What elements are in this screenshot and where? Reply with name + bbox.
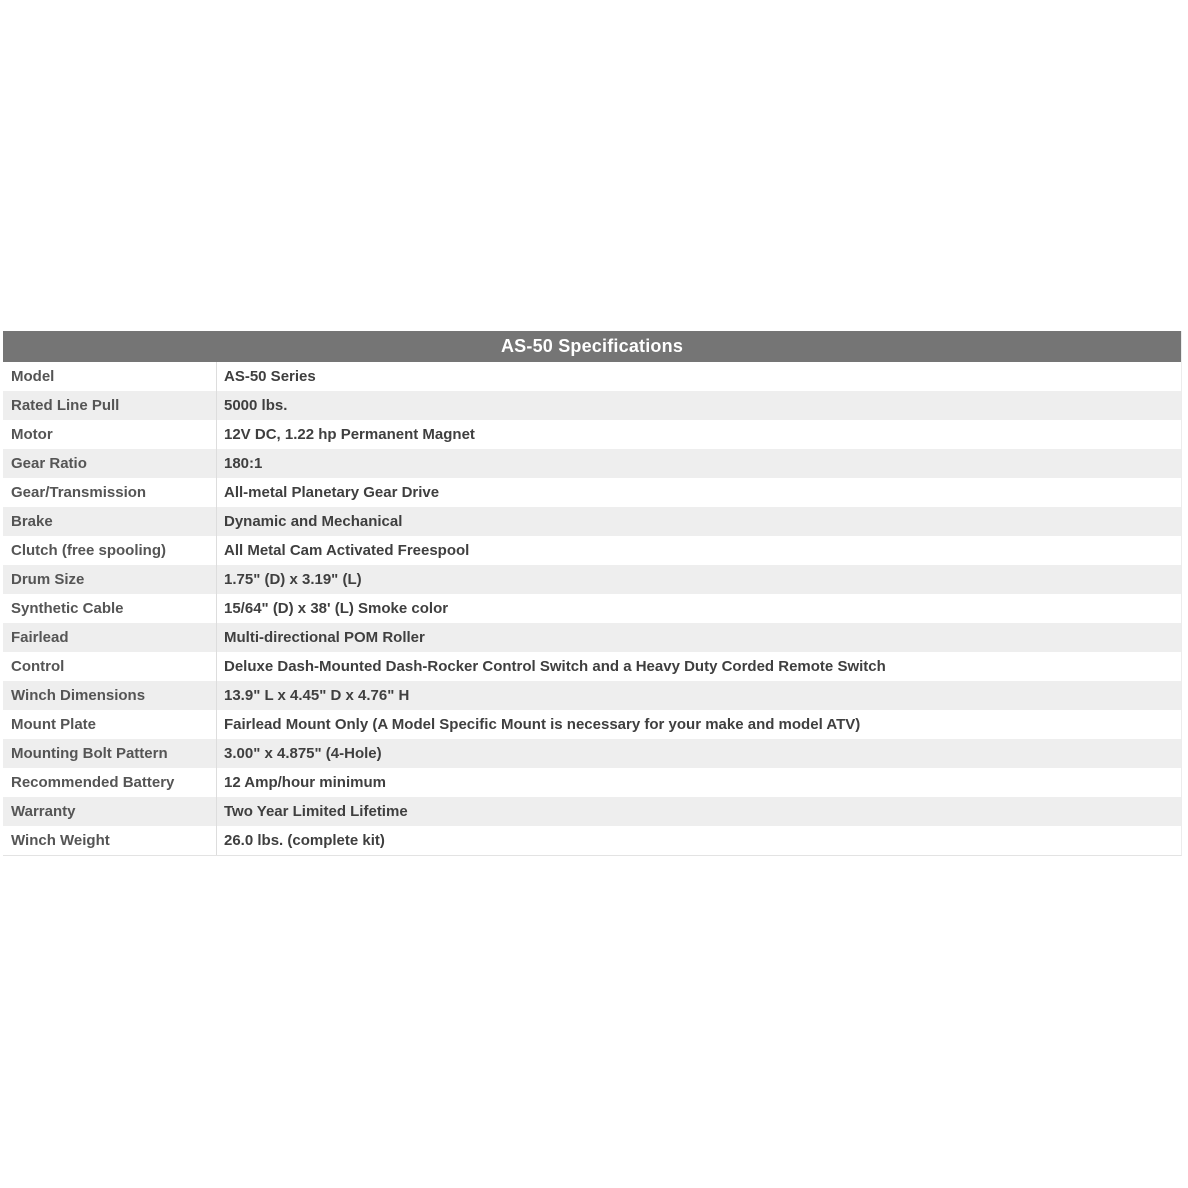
spec-value: Multi-directional POM Roller: [216, 623, 1181, 652]
table-row: [3, 449, 1181, 478]
table-row: [3, 681, 1181, 710]
spec-label: Control: [11, 658, 65, 675]
spec-label: Synthetic Cable: [11, 600, 124, 617]
spec-value: AS-50 Series: [216, 362, 1181, 391]
table-row: [3, 710, 1181, 739]
table-row: [3, 536, 1181, 565]
spec-value: 12V DC, 1.22 hp Permanent Magnet: [216, 420, 1181, 449]
table-row: [3, 565, 1181, 594]
spec-label: Mounting Bolt Pattern: [11, 745, 168, 762]
spec-value: 3.00" x 4.875" (4-Hole): [216, 739, 1181, 768]
spec-value: 15/64" (D) x 38' (L) Smoke color: [216, 594, 1181, 623]
table-row: [3, 652, 1181, 681]
spec-value: All Metal Cam Activated Freespool: [216, 536, 1181, 565]
spec-label: Motor: [11, 426, 53, 443]
spec-label: Winch Dimensions: [11, 687, 146, 704]
table-title: AS-50 Specifications: [500, 336, 684, 356]
spec-value: 12 Amp/hour minimum: [216, 768, 1181, 797]
table-row: [3, 478, 1181, 507]
spec-label: Drum Size: [11, 571, 85, 588]
spec-label: Fairlead: [11, 629, 69, 646]
table-row: [3, 420, 1181, 449]
spec-value: 26.0 lbs. (complete kit): [216, 826, 1181, 855]
spec-value: 180:1: [216, 449, 1181, 478]
table-row: [3, 623, 1181, 652]
table-row: [3, 362, 1181, 391]
spec-value: Fairlead Mount Only (A Model Specific Mount is necessary for your make and model ATV): [216, 710, 1181, 739]
table-row: [3, 739, 1181, 768]
table-row: [3, 391, 1181, 420]
table-row: [3, 768, 1181, 797]
spec-label: Model: [11, 368, 55, 385]
spec-value: All-metal Planetary Gear Drive: [216, 478, 1181, 507]
table-row: [3, 797, 1181, 826]
spec-value: Dynamic and Mechanical: [216, 507, 1181, 536]
spec-value: Deluxe Dash-Mounted Dash-Rocker Control Switch and a Heavy Duty Corded Remote Switch: [216, 652, 1181, 681]
spec-label: Winch Weight: [11, 832, 110, 849]
spec-label: Recommended Battery: [11, 774, 175, 791]
table-body: [3, 362, 1181, 855]
spec-value: 5000 lbs.: [216, 391, 1181, 420]
table-row: [3, 507, 1181, 536]
spec-label: Warranty: [11, 803, 76, 820]
spec-value: 1.75" (D) x 3.19" (L): [216, 565, 1181, 594]
spec-label: Rated Line Pull: [11, 397, 120, 414]
spec-label: Gear Ratio: [11, 455, 87, 472]
spec-label: Gear/Transmission: [11, 484, 147, 501]
spec-label: Mount Plate: [11, 716, 96, 733]
table-row: [3, 826, 1181, 855]
specifications-table: [3, 331, 1182, 856]
spec-value: Two Year Limited Lifetime: [216, 797, 1181, 826]
spec-label: Brake: [11, 513, 53, 530]
spec-value: 13.9" L x 4.45" D x 4.76" H: [216, 681, 1181, 710]
table-row: [3, 594, 1181, 623]
table-header: [3, 331, 1181, 362]
spec-label: Clutch (free spooling): [11, 542, 166, 559]
